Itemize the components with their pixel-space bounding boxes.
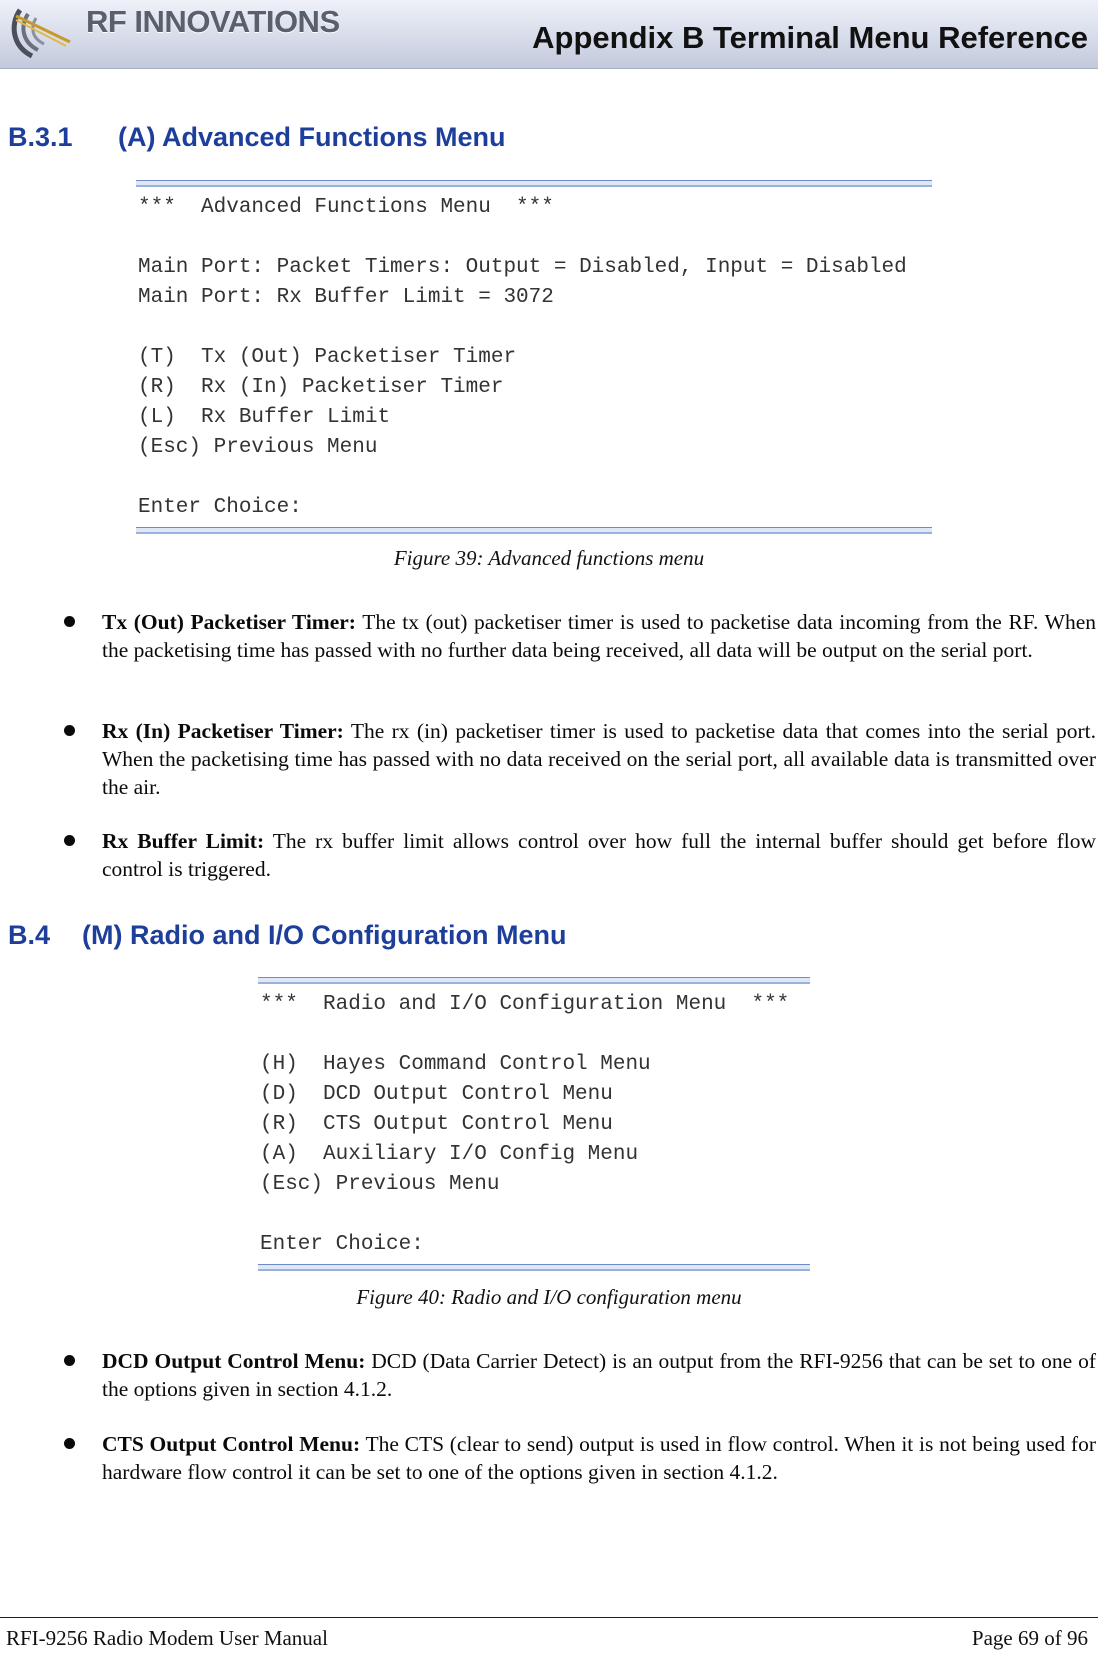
footer-manual-title: RFI-9256 Radio Modem User Manual: [6, 1626, 328, 1650]
terminal-line: (L) Rx Buffer Limit: [138, 406, 391, 429]
company-logo: [6, 2, 366, 62]
bullet-description: The tx (out) packetiser timer is used to packetise data incoming from the RF. When the packetising time has passed with no further data being received, all data will be output on the serial port.: [102, 610, 1096, 662]
bullet-dot-icon: [64, 616, 75, 627]
bullet-term: Tx (Out) Packetiser Timer:: [102, 610, 356, 634]
terminal-line: Enter Choice:: [260, 1233, 424, 1256]
terminal-line: *** Radio and I/O Configuration Menu ***: [260, 993, 790, 1016]
section-number: B.4: [8, 920, 51, 950]
terminal-line: (A) Auxiliary I/O Config Menu: [260, 1143, 639, 1166]
terminal-line: [260, 1020, 810, 1050]
section-number: B.3.1: [8, 122, 73, 152]
terminal-line: Enter Choice:: [138, 496, 302, 519]
bullet-term: DCD Output Control Menu:: [102, 1349, 366, 1373]
terminal-line: (R) CTS Output Control Menu: [260, 1113, 613, 1136]
logo-wordmark: RF INNOVATIONS: [86, 4, 340, 39]
terminal-advanced-functions: [136, 180, 932, 534]
terminal-line: (Esc) Previous Menu: [138, 436, 378, 459]
bullet-text: [102, 717, 1096, 801]
bullet-term: Rx (In) Packetiser Timer:: [102, 719, 344, 743]
bullet-text: [102, 1347, 1096, 1403]
terminal-radio-io-config: [258, 977, 810, 1271]
terminal-line: [138, 223, 932, 253]
figure-caption: Figure 39: Advanced functions menu: [393, 546, 705, 570]
terminal-line: Main Port: Rx Buffer Limit = 3072: [138, 286, 554, 309]
terminal-line: [138, 313, 932, 343]
terminal-top-rule: [258, 977, 810, 984]
bullet-description: DCD (Data Carrier Detect) is an output from the RFI-9256 that can be set to one of the options given in section 4.1.2.: [102, 1349, 1096, 1401]
bullet-description: The CTS (clear to send) output is used in flow control. When it is not being used for hardware flow control it can be set to one of the options given in section 4.1.2.: [102, 1432, 1096, 1484]
bullet-description: The rx (in) packetiser timer is used to packetise data that comes into the serial port. When the packetising time has passed with no data received on the serial port, all available data is transmitted over the air.: [102, 719, 1096, 799]
section-title: (M) Radio and I/O Configuration Menu: [82, 920, 567, 950]
bullet-term: CTS Output Control Menu:: [102, 1432, 361, 1456]
terminal-bottom-rule: [258, 1264, 810, 1271]
bullet-description: The rx buffer limit allows control over how full the internal buffer should get before flow control is triggered.: [102, 829, 1096, 881]
bullet-text: [102, 1430, 1096, 1486]
footer-page-number: Page 69 of 96: [971, 1626, 1088, 1650]
terminal-top-rule: [136, 180, 932, 187]
bullet-term: Rx Buffer Limit:: [102, 829, 265, 853]
terminal-body: [136, 187, 932, 527]
terminal-line: (D) DCD Output Control Menu: [260, 1083, 613, 1106]
terminal-line: (Esc) Previous Menu: [260, 1173, 500, 1196]
bullet-text: [102, 827, 1096, 883]
section-heading-advanced: [8, 122, 506, 153]
bullet-dot-icon: [64, 1438, 75, 1449]
section-heading-radio-io: [8, 920, 566, 951]
terminal-line: (R) Rx (In) Packetiser Timer: [138, 376, 504, 399]
terminal-bottom-rule: [136, 527, 932, 534]
terminal-line: *** Advanced Functions Menu ***: [138, 196, 554, 219]
terminal-line: (H) Hayes Command Control Menu: [260, 1053, 651, 1076]
bullet-dot-icon: [64, 725, 75, 736]
figure-caption: Figure 40: Radio and I/O configuration menu: [356, 1285, 742, 1309]
terminal-line: Main Port: Packet Timers: Output = Disabled, Input = Disabled: [138, 256, 907, 279]
terminal-line: [260, 1200, 810, 1230]
section-title: (A) Advanced Functions Menu: [118, 122, 506, 152]
bullet-text: [102, 608, 1096, 664]
terminal-body: [258, 984, 810, 1264]
terminal-line: [138, 463, 932, 493]
bullet-dot-icon: [64, 835, 75, 846]
header-title: Appendix B Terminal Menu Reference: [532, 20, 1088, 55]
logo-dish-icon: [6, 2, 86, 64]
bullet-dot-icon: [64, 1355, 75, 1366]
footer-rule: [0, 1617, 1098, 1618]
page-header: [0, 0, 1098, 69]
terminal-line: (T) Tx (Out) Packetiser Timer: [138, 346, 517, 369]
